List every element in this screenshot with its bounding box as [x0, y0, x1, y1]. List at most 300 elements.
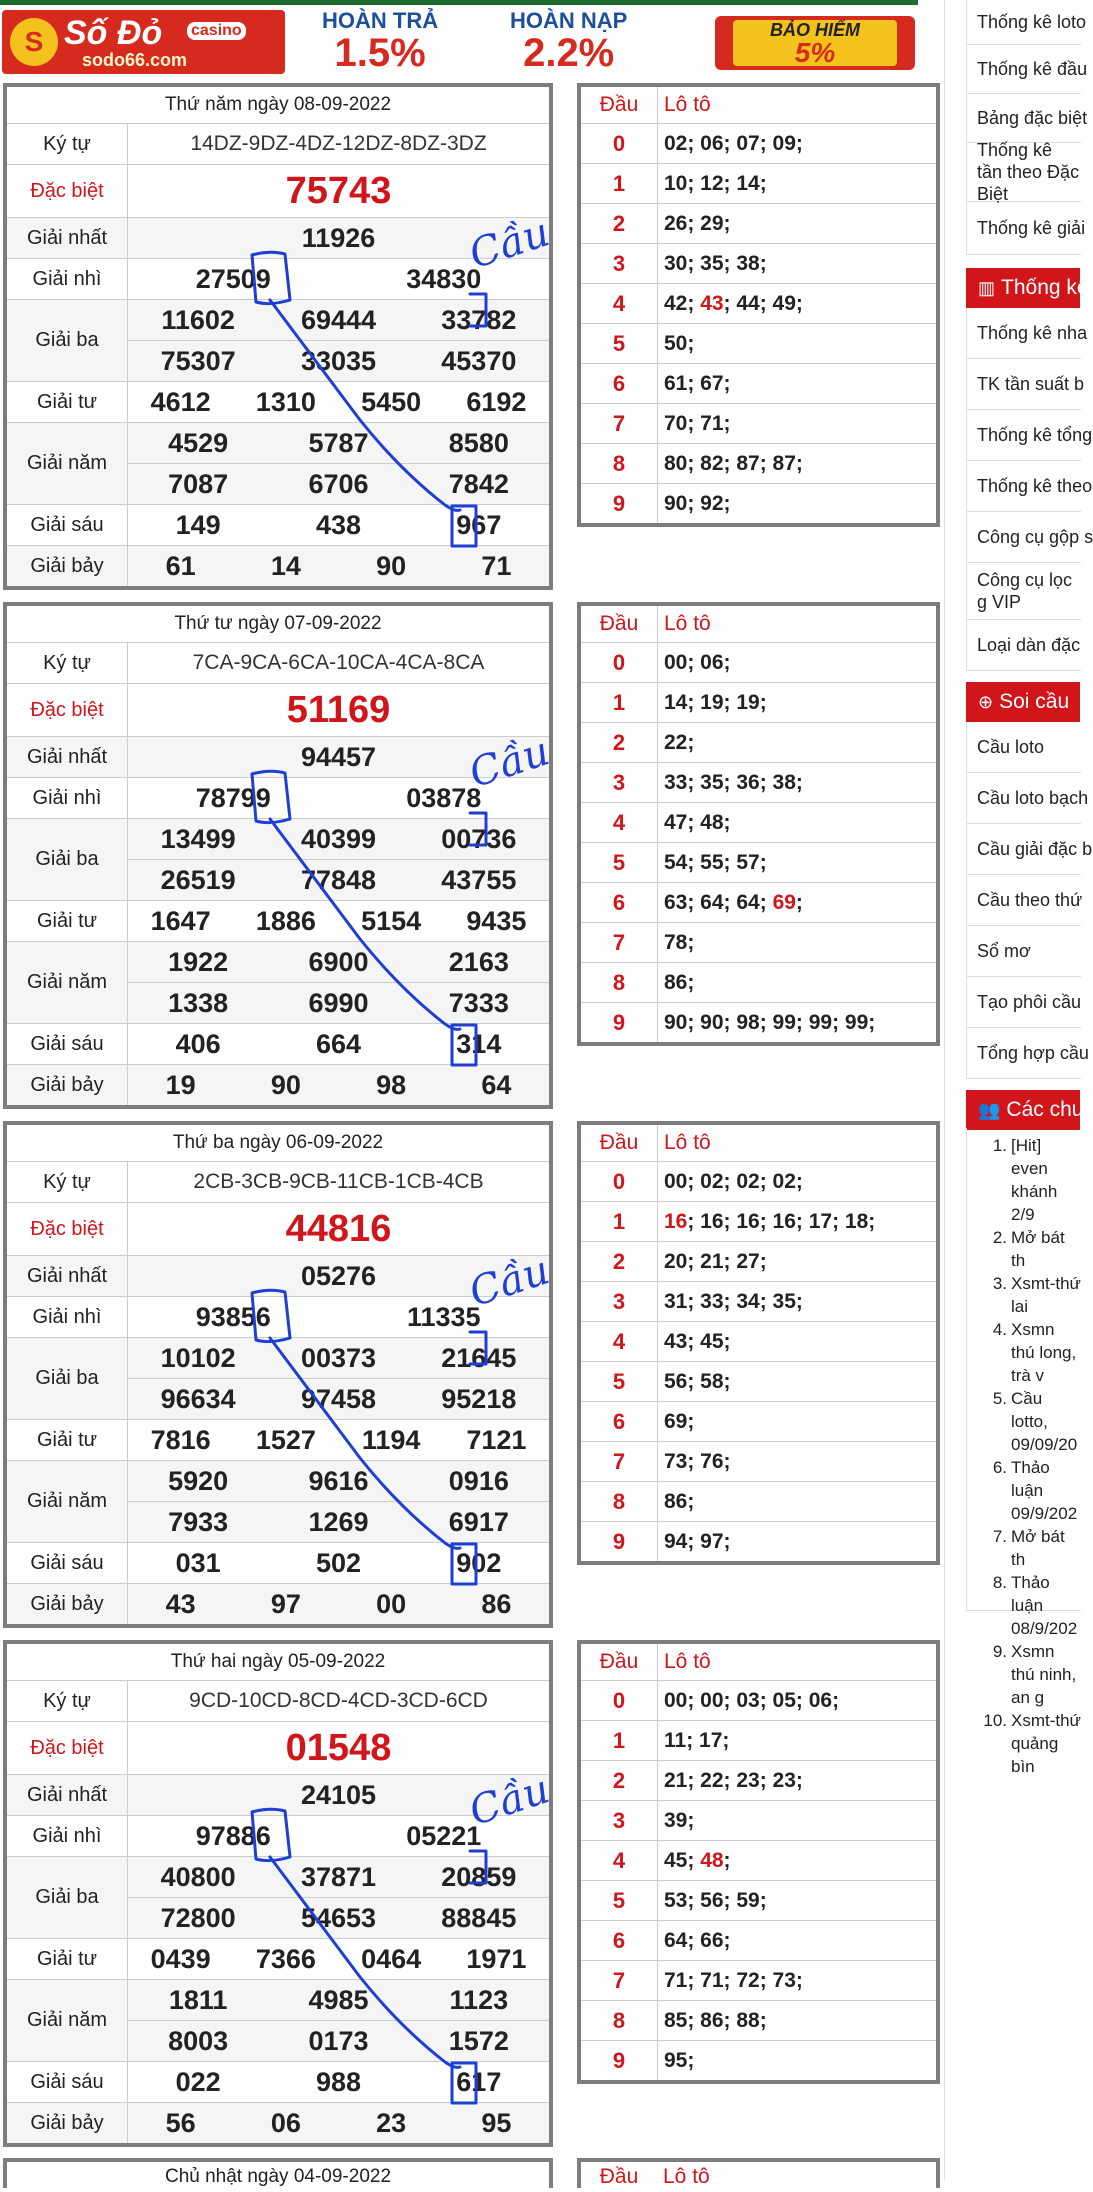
sidebar-heading-label: Thống kê: [1001, 276, 1089, 299]
loto-values: [658, 1969, 936, 1993]
prize-label: Giải nhất: [7, 737, 128, 777]
result-date-title: Thứ tư ngày 07-09-2022: [7, 606, 549, 643]
prize-label: Đặc biệt: [7, 1722, 128, 1774]
prize-number: 988: [315, 2066, 362, 2097]
prize-number: 4985: [308, 1984, 369, 2015]
prize-line: [128, 165, 549, 217]
loto-values: [658, 1849, 936, 1873]
prize-number: 98: [376, 1069, 407, 1100]
prize-row-g1: [7, 1256, 549, 1297]
prize-number: 00: [376, 1588, 407, 1619]
loto-row: [581, 244, 936, 284]
prize-number: 13499: [160, 823, 236, 854]
loto-row: [581, 1322, 936, 1362]
loto-values: [658, 332, 936, 356]
prize-number: 27509: [195, 263, 271, 294]
loto-dau: 6: [581, 883, 658, 922]
prize-line: [128, 300, 549, 340]
loto-number: 71; 71; 72; 73;: [664, 1968, 803, 1992]
loto-values: [658, 1530, 936, 1554]
loto-row: [581, 1242, 936, 1282]
prize-values: [128, 942, 549, 1023]
topic-item[interactable]: [967, 1571, 1081, 1640]
prize-line: [128, 1420, 549, 1460]
topic-link[interactable]: Xsmt-thứ lai: [1011, 1274, 1081, 1316]
annotation-text: Cầu: [463, 209, 556, 279]
prize-number: 96634: [160, 1383, 236, 1414]
prize-row-db: [7, 1203, 549, 1256]
loto-values: [658, 252, 936, 276]
prize-number: 03878: [406, 782, 482, 813]
loto-values: [658, 731, 936, 755]
loto-number: 56; 58;: [664, 1369, 731, 1393]
result-table: [3, 1640, 556, 2147]
prize-number: 664: [315, 1028, 362, 1059]
prize-number: 97886: [195, 1820, 271, 1851]
topic-link[interactable]: [Hit] even khánh 2/9: [1011, 1136, 1058, 1224]
loto-dau-header: Đầu: [581, 606, 658, 642]
prize-row-g4: [7, 901, 549, 942]
sidebar-heading-chu-de[interactable]: [966, 1090, 1084, 1130]
promo-label: HOÀN NẠP: [510, 8, 628, 33]
prize-number: 7087: [168, 468, 229, 499]
logo-emblem-icon: S: [10, 18, 58, 66]
prize-label: Giải năm: [7, 942, 128, 1023]
prize-values: [128, 1338, 549, 1419]
promo-value: 2.2%: [523, 31, 615, 75]
loto-table: [577, 83, 940, 527]
prize-values: [128, 1162, 549, 1202]
prize-line: [128, 819, 549, 859]
prize-line: [128, 2062, 549, 2102]
prize-number: 1647: [150, 905, 211, 936]
sidebar-item[interactable]: Cầu loto bạch: [967, 773, 1081, 824]
prize-values: [128, 1420, 549, 1460]
sidebar-item[interactable]: Thống kê giải: [967, 202, 1081, 255]
prize-number: 8580: [448, 427, 509, 458]
loto-special-tail: 43: [700, 291, 724, 315]
loto-row: [581, 1761, 936, 1801]
loto-row: [581, 124, 936, 164]
logo-text: Số Đỏ: [64, 14, 163, 52]
loto-dau: 3: [581, 1282, 658, 1321]
sidebar-item[interactable]: Thống kê tần theo Đặc Biệt: [967, 143, 1081, 202]
sidebar-item[interactable]: Công cụ lọc g VIP: [967, 563, 1081, 620]
prize-label: Giải ba: [7, 300, 128, 381]
prize-label: Giải ba: [7, 819, 128, 900]
topic-link[interactable]: Thảo luận 09/9/202: [1011, 1458, 1078, 1523]
partial-loto-table: [577, 2158, 940, 2188]
prize-number: 14: [270, 550, 301, 581]
prize-number: 1123: [449, 1984, 509, 2015]
promo-value: 1.5%: [334, 31, 426, 75]
prize-values: [128, 1297, 549, 1337]
prize-label: Giải nhất: [7, 1775, 128, 1815]
loto-number: ; 44; 49;: [723, 291, 803, 315]
topic-item[interactable]: [967, 1318, 1081, 1387]
prize-values: [128, 382, 549, 422]
sidebar-item[interactable]: TK tần suất b: [967, 359, 1081, 410]
promo-bao-hiem: [715, 16, 915, 70]
loto-number: 00; 06;: [664, 650, 731, 674]
loto-values: [658, 452, 936, 476]
sidebar-item[interactable]: Thống kê theo: [967, 461, 1081, 512]
prize-number: 6990: [308, 987, 369, 1018]
prize-values: [128, 1584, 549, 1624]
loto-special-tail: 16: [664, 1209, 688, 1233]
prize-number: 1527: [255, 1424, 316, 1455]
loto-row: [581, 2041, 936, 2080]
prize-line: [128, 737, 549, 777]
loto-number: 53; 56; 59;: [664, 1888, 767, 1912]
search-icon: ⊕: [978, 691, 994, 712]
loto-row: [581, 1442, 936, 1482]
loto-values: [658, 492, 936, 516]
loto-row: [581, 683, 936, 723]
prize-values: [128, 1681, 549, 1721]
loto-dau: 2: [581, 723, 658, 762]
prize-row-g6: [7, 2062, 549, 2103]
loto-values: [658, 212, 936, 236]
loto-number: 95;: [664, 2048, 695, 2072]
loto-values: [658, 2009, 936, 2033]
loto-values: [658, 771, 936, 795]
prize-number: 06: [270, 2107, 301, 2138]
loto-dau: 0: [581, 124, 658, 163]
prize-values: [128, 2062, 549, 2102]
prize-number: 71: [481, 550, 512, 581]
sidebar-heading-soi-cau[interactable]: [966, 682, 1080, 722]
prize-values: [128, 1775, 549, 1815]
prize-row-g2: [7, 1297, 549, 1338]
loto-number: 86;: [664, 970, 695, 994]
prize-line: [128, 1203, 549, 1255]
prize-row-g4: [7, 1939, 549, 1980]
prize-row-code: [7, 643, 549, 684]
loto-values: [658, 1929, 936, 1953]
loto-table: [577, 602, 940, 1046]
loto-row: [581, 723, 936, 763]
loto-number: 39;: [664, 1808, 695, 1832]
loto-values: [658, 1370, 936, 1394]
prize-number: 6917: [448, 1506, 509, 1537]
sidebar-item[interactable]: Thống kê đầu: [967, 45, 1081, 94]
loto-row: [581, 324, 936, 364]
prize-line: [128, 463, 549, 504]
prize-line: [128, 942, 549, 982]
loto-dau: 8: [581, 963, 658, 1002]
prize-line: [128, 1584, 549, 1624]
prize-label: Ký tự: [7, 643, 128, 683]
loto-dau: 6: [581, 1921, 658, 1960]
prize-number: 37871: [300, 1861, 377, 1892]
loto-number: 14; 19; 19;: [664, 690, 767, 714]
loto-dau: 7: [581, 923, 658, 962]
prize-row-code: [7, 1162, 549, 1203]
prize-number: 00736: [441, 823, 517, 854]
topic-number: 7.: [992, 1527, 1007, 1546]
prize-row-g5: [7, 942, 549, 1024]
loto-number: 21; 22; 23; 23;: [664, 1768, 803, 1792]
loto-header-row: [581, 1125, 936, 1162]
prize-row-g1: [7, 218, 549, 259]
loto-values: [658, 811, 936, 835]
prize-line: [128, 1939, 549, 1979]
loto-row: [581, 1681, 936, 1721]
sidebar-item[interactable]: Công cụ gộp s: [967, 512, 1081, 563]
sidebar-item[interactable]: Cầu loto: [967, 722, 1081, 773]
prize-number: 502: [315, 1547, 362, 1578]
prize-number: 10102: [160, 1342, 236, 1373]
loto-dau: 0: [581, 1162, 658, 1201]
prize-number: 9616: [308, 1465, 369, 1496]
sidebar-heading-thong-ke[interactable]: [966, 268, 1089, 308]
sidebar-heading-label: Các chu: [1006, 1098, 1084, 1121]
prize-label: Giải sáu: [7, 2062, 128, 2102]
loto-values: [658, 132, 936, 156]
topic-number: 2.: [992, 1228, 1007, 1247]
prize-label: Đặc biệt: [7, 1203, 128, 1255]
prize-number: 95: [481, 2107, 512, 2138]
prize-line: [128, 643, 549, 683]
prize-row-g3: [7, 1338, 549, 1420]
loto-dau: 4: [581, 284, 658, 323]
sidebar-item[interactable]: Loại dàn đặc: [967, 620, 1081, 671]
loto-number: 26; 29;: [664, 211, 731, 235]
prize-number: 314: [456, 1028, 502, 1059]
partial-result-table: [3, 2158, 553, 2188]
prize-line: [128, 1501, 549, 1542]
sidebar-item[interactable]: Bảng đặc biệt: [967, 94, 1081, 143]
prize-line: [128, 1297, 549, 1337]
loto-row: [581, 1721, 936, 1761]
loto-header-row: [581, 606, 936, 643]
loto-dau: 8: [581, 1482, 658, 1521]
prize-label: Giải nhất: [7, 218, 128, 258]
prize-line: [128, 1681, 549, 1721]
prize-line: [128, 778, 549, 818]
loto-number: 10; 12; 14;: [664, 171, 767, 195]
prize-number: 34830: [406, 263, 482, 294]
loto-values-header: Lô tô: [664, 612, 711, 635]
prize-label: Ký tự: [7, 1162, 128, 1202]
sidebar-item[interactable]: Thống kê nha: [967, 308, 1081, 359]
prize-line: [128, 2020, 549, 2061]
loto-special-tail: 48: [700, 1848, 724, 1872]
loto-header-row: [581, 1644, 936, 1681]
loto-values: [658, 891, 936, 915]
prize-number: 7842: [448, 468, 509, 499]
loto-dau: 5: [581, 1881, 658, 1920]
prize-values: [128, 165, 549, 217]
prize-label: Giải sáu: [7, 1024, 128, 1064]
topic-link[interactable]: Xsmn thú ninh, an g: [1011, 1642, 1077, 1707]
topic-item[interactable]: [967, 1134, 1081, 1226]
prize-line: [128, 1256, 549, 1296]
prize-label: Ký tự: [7, 1681, 128, 1721]
sidebar-item[interactable]: Thống kê tổng: [967, 410, 1081, 461]
special-prize-number: 01548: [285, 1726, 392, 1769]
loto-row: [581, 1482, 936, 1522]
prize-number: 149: [175, 509, 221, 540]
loto-number: 43; 45;: [664, 1329, 731, 1353]
special-prize-number: 75743: [285, 169, 392, 212]
prize-number: 406: [175, 1028, 221, 1059]
prize-values: [128, 2103, 549, 2143]
loto-values: [658, 2049, 936, 2073]
prize-number: 26519: [160, 864, 236, 895]
loto-values: [658, 292, 936, 316]
sodo-logo[interactable]: [2, 10, 285, 74]
result-date-title: Thứ hai ngày 05-09-2022: [7, 1644, 549, 1681]
prize-label: Giải tư: [7, 1939, 128, 1979]
prize-row-g4: [7, 1420, 549, 1461]
sidebar-item[interactable]: Tạo phôi cầu: [967, 977, 1081, 1028]
prize-number: 61: [165, 550, 196, 581]
prize-row-db: [7, 165, 549, 218]
loto-values: [658, 1729, 936, 1753]
special-prize-number: 51169: [286, 688, 391, 731]
loto-dau: 4: [581, 1841, 658, 1880]
prize-values: [128, 1543, 549, 1583]
result-table: [3, 602, 556, 1109]
topic-link[interactable]: Mở bát th: [1011, 1228, 1065, 1270]
prize-row-g6: [7, 1543, 549, 1584]
prize-number: 1922: [168, 946, 229, 977]
loto-number: 11; 17;: [664, 1728, 730, 1752]
loto-number: 45;: [664, 1848, 701, 1872]
prize-number: 11602: [161, 304, 235, 335]
prize-number: 43755: [441, 864, 517, 895]
prize-line: [128, 1338, 549, 1378]
sidebar-item[interactable]: Cầu theo thứ: [967, 875, 1081, 926]
prize-number: 05276: [300, 1260, 377, 1291]
prize-values: [128, 1203, 549, 1255]
loto-values-header: Lô tô: [664, 1131, 711, 1154]
prize-number: 21645: [441, 1342, 517, 1373]
prize-number: 1338: [168, 987, 229, 1018]
loto-row: [581, 1522, 936, 1561]
topic-item[interactable]: [967, 1456, 1081, 1525]
topic-item[interactable]: [967, 1709, 1081, 1778]
topic-item[interactable]: [967, 1525, 1081, 1571]
loto-values: [658, 651, 936, 675]
loto-dau: 0: [581, 1681, 658, 1720]
topic-link[interactable]: Thảo luận 08/9/202: [1011, 1573, 1078, 1638]
sidebar-item[interactable]: Thống kê loto: [967, 0, 1081, 45]
topic-item[interactable]: [967, 1387, 1081, 1456]
prize-row-g3: [7, 300, 549, 382]
prize-label: Giải bảy: [7, 546, 128, 586]
loto-dau: 7: [581, 1961, 658, 2000]
loto-values: [658, 412, 936, 436]
prize-values: [128, 1857, 549, 1938]
promo-banner[interactable]: [0, 0, 918, 78]
prize-line: [128, 982, 549, 1023]
loto-table: [577, 1121, 940, 1565]
loto-row: [581, 1202, 936, 1242]
loto-values: [658, 372, 936, 396]
prize-values: [128, 778, 549, 818]
prize-values: [128, 901, 549, 941]
topic-link[interactable]: Xsmn thú long, trà v: [1011, 1320, 1077, 1385]
loto-row: [581, 444, 936, 484]
promo-label: BẢO HIỂM: [770, 20, 860, 40]
prize-values: [128, 1024, 549, 1064]
prize-number: 1971: [466, 1943, 527, 1974]
prize-number: 97: [270, 1588, 301, 1619]
result-date-title: Thứ ba ngày 06-09-2022: [7, 1125, 549, 1162]
prize-label: Giải năm: [7, 1461, 128, 1542]
loto-number: 02; 06; 07; 09;: [664, 131, 803, 155]
prize-row-g5: [7, 1980, 549, 2062]
prize-number: 7933: [168, 1506, 229, 1537]
topic-item[interactable]: [967, 1272, 1081, 1318]
loto-values: [658, 1330, 936, 1354]
loto-dau: 4: [581, 803, 658, 842]
prize-label: Giải nhì: [7, 1297, 128, 1337]
prize-number: 19: [165, 1069, 196, 1100]
loto-number: 20; 21; 27;: [664, 1249, 767, 1273]
sidebar-heading-label: Soi cầu: [999, 690, 1070, 713]
loto-number: 69;: [664, 1409, 695, 1433]
topic-link[interactable]: Xsmt-thứ quảng bìn: [1011, 1711, 1081, 1776]
prize-number: 1886: [255, 905, 316, 936]
topic-link[interactable]: Mở bát th: [1011, 1527, 1065, 1569]
bar-chart-icon: ▥: [978, 277, 996, 298]
promo-hoan-nap: [510, 8, 628, 75]
prize-number: 022: [175, 2066, 221, 2097]
prize-row-db: [7, 684, 549, 737]
loto-dau: 3: [581, 1801, 658, 1840]
prize-number: 78799: [195, 782, 271, 813]
loto-dau: 6: [581, 1402, 658, 1441]
prize-line: [128, 901, 549, 941]
prize-number: 33035: [300, 345, 377, 376]
prize-number: 23: [376, 2107, 407, 2138]
prize-number: 0173: [308, 2025, 369, 2056]
loto-row: [581, 1841, 936, 1881]
topic-link[interactable]: Cầu lotto, 09/09/20: [1011, 1389, 1078, 1454]
topic-number: 5.: [992, 1389, 1007, 1408]
prize-values: [128, 1065, 549, 1105]
prize-number: 902: [456, 1547, 502, 1578]
loto-values: [658, 851, 936, 875]
topic-item[interactable]: [967, 1640, 1081, 1709]
sidebar-item[interactable]: Tổng hợp cầu: [967, 1028, 1081, 1079]
loto-number: 64; 66;: [664, 1928, 731, 1952]
loto-row: [581, 1961, 936, 2001]
prize-values: [128, 259, 549, 299]
prize-values: [128, 643, 549, 683]
loto-dau: 9: [581, 484, 658, 523]
loto-values: [658, 1689, 936, 1713]
prize-number: 97458: [300, 1383, 377, 1414]
topic-item[interactable]: [967, 1226, 1081, 1272]
prize-number: 33782: [441, 304, 517, 335]
loto-number: ;: [795, 890, 803, 914]
prize-number: 40800: [160, 1861, 236, 1892]
loto-row: [581, 1881, 936, 1921]
loto-dau: 1: [581, 164, 658, 203]
sidebar-item[interactable]: Cầu giải đặc b: [967, 824, 1081, 875]
prize-number: 5154: [361, 905, 422, 936]
loto-number: 70; 71;: [664, 411, 731, 435]
prize-number: 20859: [441, 1861, 517, 1892]
sidebar-item[interactable]: Sổ mơ: [967, 926, 1081, 977]
prize-line: [128, 423, 549, 463]
loto-dau: 6: [581, 364, 658, 403]
